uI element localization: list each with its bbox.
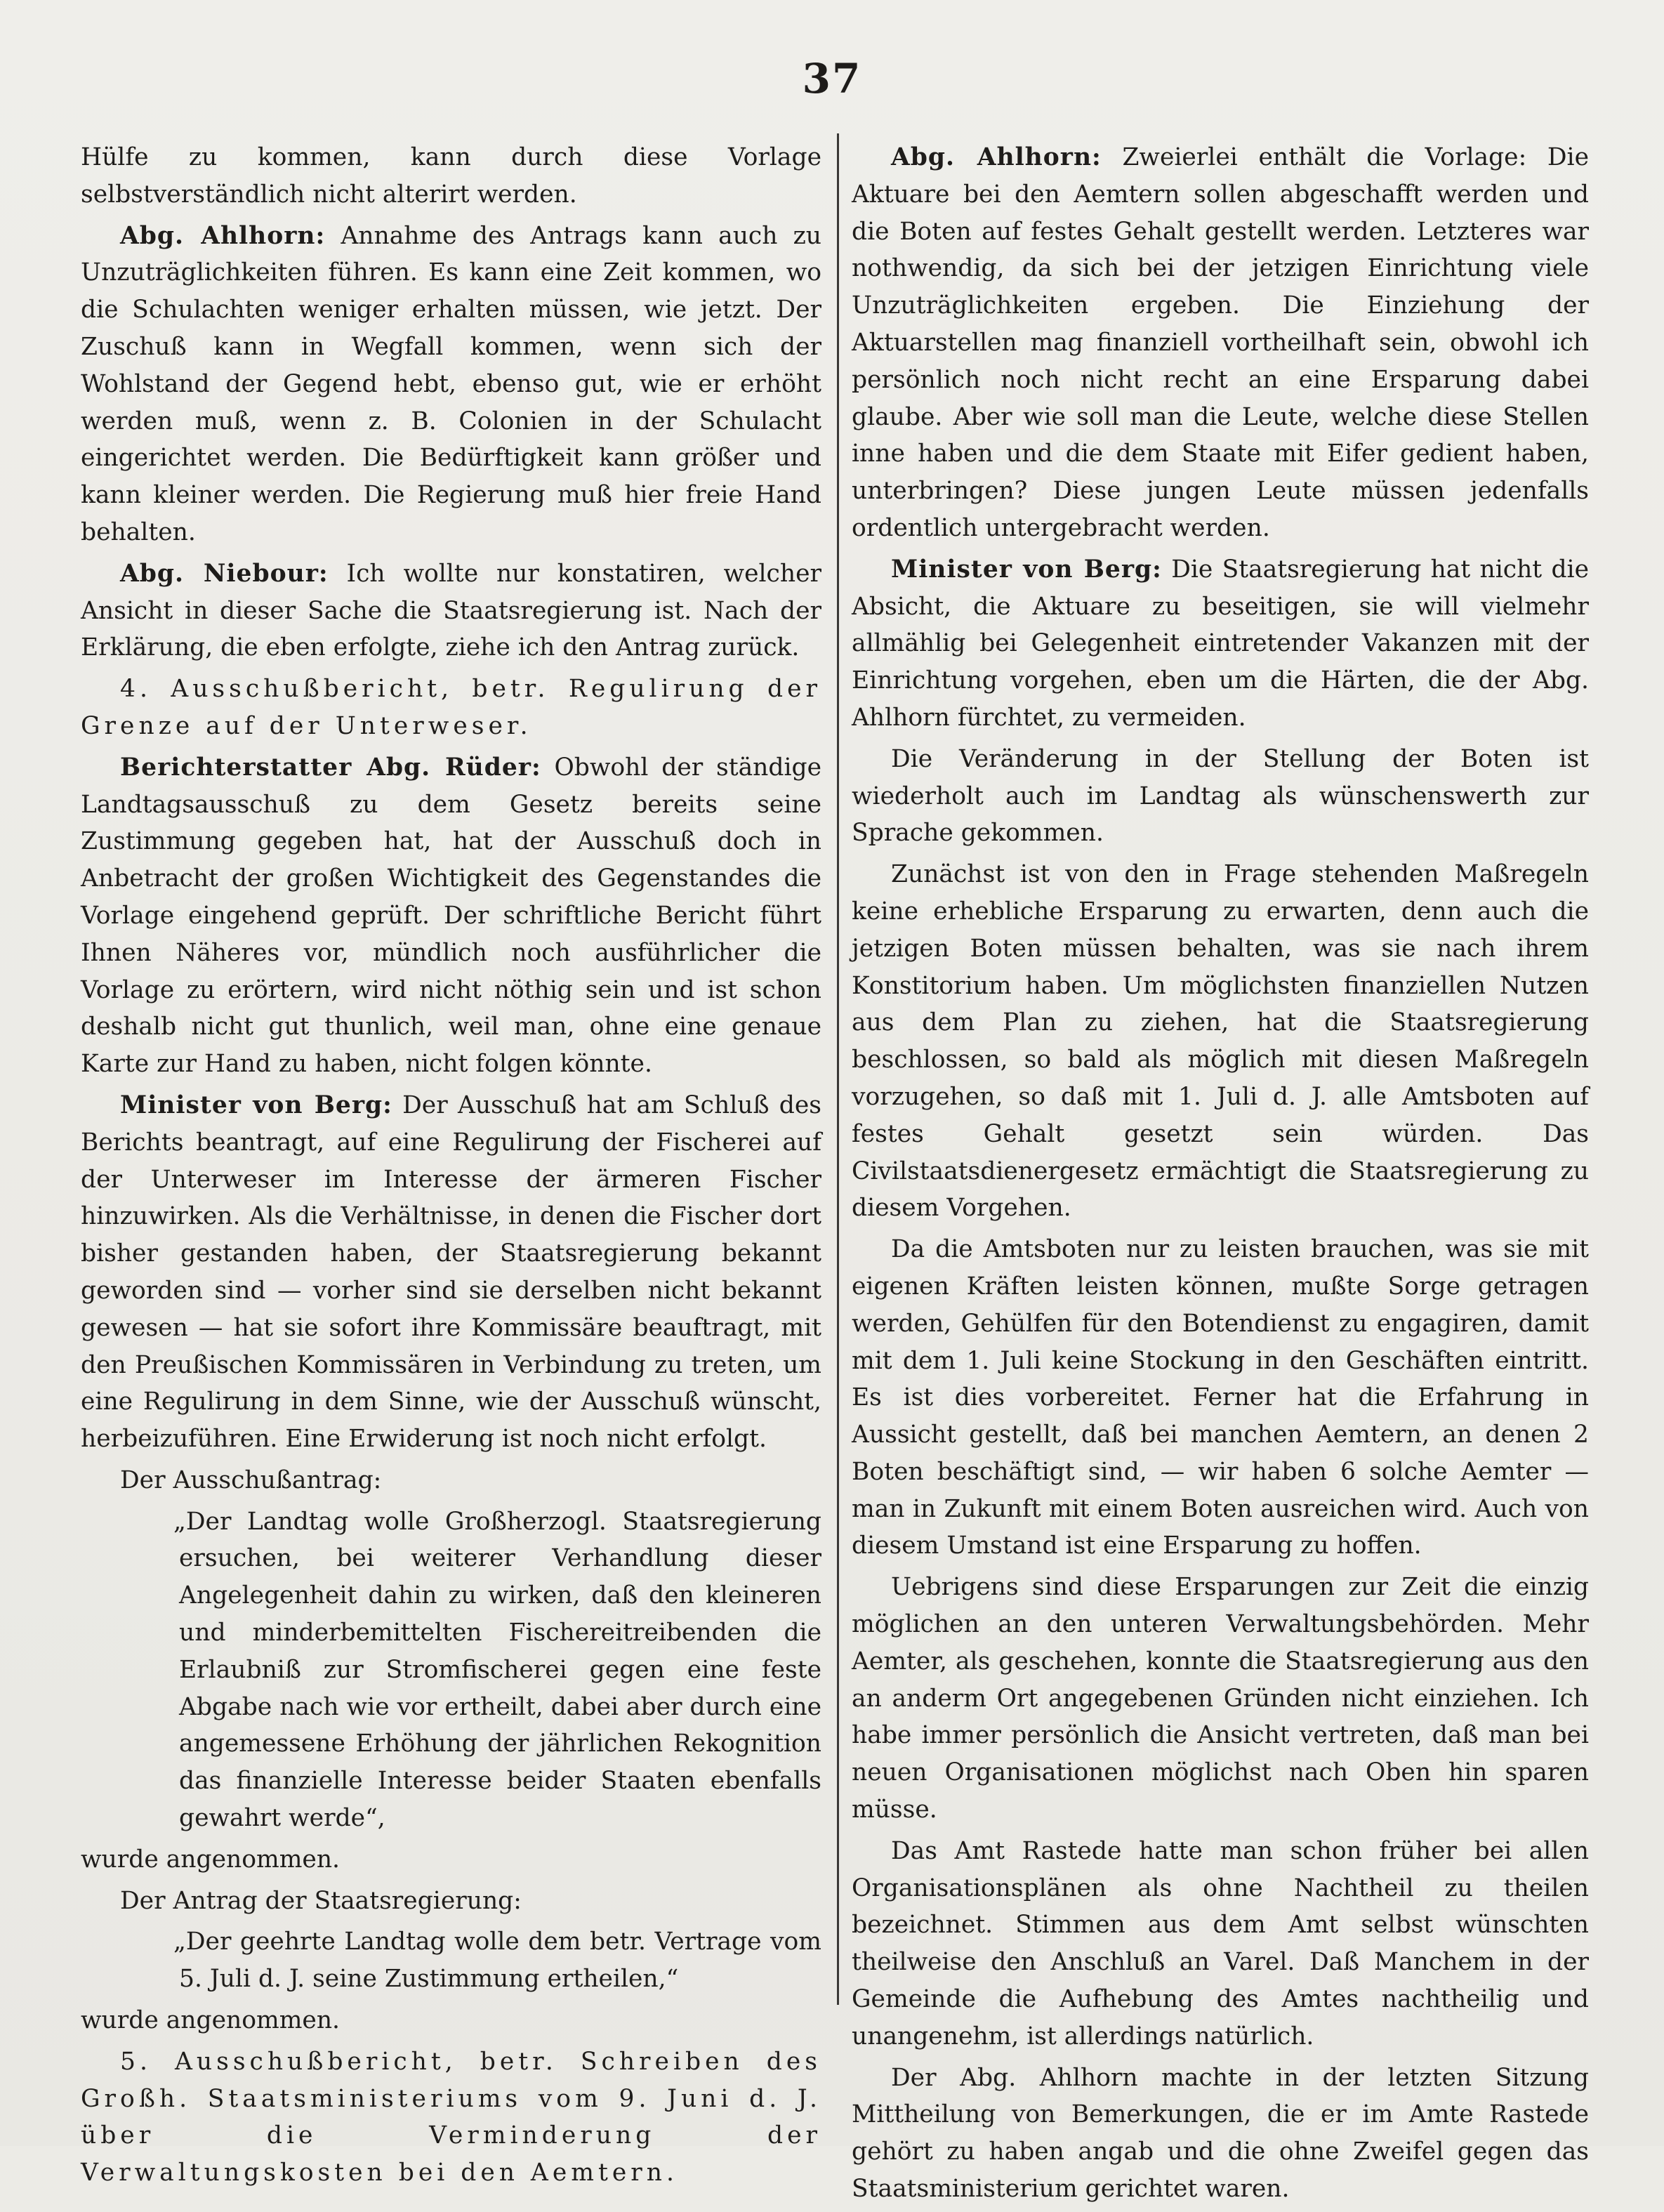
paragraph-text: Der Ausschußantrag:	[120, 1466, 382, 1494]
paragraph-text: Annahme des Antrags kann auch zu Unzuträglichkeiten führen. Es kann eine Zeit kommen, wo die Schulachten weniger erhalten müssen, wie jetzt. Der Zuschuß kann in Wegfall kommen, wenn sich der Wohlstand der Gegend hebt, ebenso gut, wie er erhöht werden muß, wenn z. B. Colonien in der Schulacht eingerichtet werden. Die Bedürftigkeit kann größer und kann kleiner werden. Die Regierung muß hier freie Hand behalten.	[81, 221, 821, 546]
paragraph-text: Der Antrag der Staatsregierung:	[120, 1886, 522, 1915]
speaker-name: Minister von Berg:	[120, 1091, 392, 1119]
paragraph-text: Obwohl der ständige Landtagsausschuß zu dem Gesetz bereits seine Zustimmung gegeben hat, hat der Ausschuß doch in Anbetracht der großen Wichtigkeit des Gegenstandes die Vorlage eingehend geprüft. Der schriftliche Bericht führt Ihnen Näheres vor, mündlich noch ausführlicher die Vorlage zu erörtern, wird nicht nöthig sein und ist schon deshalb nicht gut thunlich, weil man, ohne eine genaue Karte zur Hand zu haben, nicht folgen könnte.	[81, 753, 822, 1079]
paragraph-text: Die Veränderung in der Stellung der Boten ist wiederholt auch im Landtag als wünschenswerth zur Sprache gekommen.	[852, 744, 1589, 848]
left-column-paragraph	[81, 1923, 821, 1998]
right-column-paragraph	[852, 1833, 1589, 2055]
paragraph-text: Uebrigens sind diese Ersparungen zur Zeit die einzig möglichen an den unteren Verwaltungsbehörden. Mehr Aemter, als geschehen, konnte die Staatsregierung aus den an anderm Ort angegebenen Gründen nicht einziehen. Ich habe immer persönlich die Ansicht vertreten, daß man bei neuen Organisationen möglichst nach Oben hin sparen müsse.	[852, 1573, 1589, 1824]
speaker-name: Abg. Niebour:	[120, 559, 329, 588]
paragraph-text: Das Amt Rastede hatte man schon früher bei allen Organisationsplänen als ohne Nachtheil zu theilen bezeichnet. Stimmen aus dem Amt selbst wünschten theilweise den Anschluß an Varel. Daß Manchem in der Gemeinde die Aufhebung des Amtes nachtheilig und unangenehm, ist allerdings natürlich.	[852, 1836, 1589, 2050]
right-column-paragraph	[852, 1569, 1589, 1829]
left-column-paragraph	[81, 2002, 821, 2039]
right-column-paragraph	[852, 856, 1589, 1227]
speaker-name: Minister von Berg:	[891, 555, 1162, 584]
paragraph-text: wurde angenommen.	[81, 2006, 341, 2035]
left-column-paragraph	[81, 139, 821, 213]
left-column-paragraph	[81, 1462, 821, 1499]
right-column-paragraph	[852, 741, 1589, 852]
page-number: 37	[802, 55, 862, 103]
paragraph-text: Zweierlei enthält die Vorlage: Die Aktuare bei den Aemtern sollen abgeschafft werden und die Boten auf festes Gehalt gestellt werden. Letzteres war nothwendig, da sich bei der jetzigen Einrichtung viele Unzuträglichkeiten ergeben. Die Einziehung der Aktuarstellen mag finanziell vortheilhaft sein, obwohl ich persönlich noch nicht recht an eine Ersparung dabei glaube. Aber wie soll man die Leute, welche diese Stellen inne haben und die dem Staate mit Eifer gedient haben, unterbringen? Diese jungen Leute müssen jedenfalls ordentlich untergebracht werden.	[852, 143, 1589, 542]
right-column-paragraph	[852, 2060, 1589, 2208]
speaker-name: Berichterstatter Abg. Rüder:	[120, 753, 541, 782]
paragraph-text: Hülfe zu kommen, kann durch diese Vorlage selbstverständlich nicht alterirt werden.	[81, 143, 821, 209]
left-column-paragraph	[81, 555, 821, 666]
paragraph-text: 5. Ausschußbericht, betr. Schreiben des Großh. Staatsministeriums vom 9. Juni d. J. über die Verminderung der Verwaltungskosten bei den Aemtern.	[81, 2047, 821, 2187]
left-column-paragraph	[81, 749, 821, 1083]
right-column-paragraph	[852, 551, 1589, 737]
left-column-paragraph	[81, 1883, 821, 1920]
left-column-paragraph	[81, 1503, 821, 1837]
speaker-name: Abg. Ahlhorn:	[120, 221, 326, 250]
left-column-paragraph	[81, 218, 821, 551]
paragraph-text: Der Ausschuß hat am Schluß des Berichts beantragt, auf eine Regulirung der Fischerei auf der Unterweser im Interesse der ärmeren Fischer hinzuwirken. Als die Verhältnisse, in denen die Fischer dort bisher gestanden haben, der Staatsregierung bekannt geworden sind — vorher sind sie derselben nicht bekannt gewesen — hat sie sofort ihre Kommissäre beauftragt, mit den Preußischen Kommissären in Verbindung zu treten, um eine Regulirung in dem Sinne, wie der Ausschuß wünscht, herbeizuführen. Eine Erwiderung ist noch nicht erfolgt.	[81, 1091, 821, 1454]
paragraph-text: Da die Amtsboten nur zu leisten brauchen, was sie mit eigenen Kräften leisten können, mußte Sorge getragen werden, Gehülfen für den Botendienst zu engagiren, damit mit dem 1. Juli keine Stockung in den Geschäften eintritt. Es ist dies vorbereitet. Ferner hat die Erfahrung in Aussicht gestellt, daß bei manchen Aemtern, an denen 2 Boten beschäftigt sind, — wir haben 6 solche Aemter — man in Zukunft mit einem Boten ausreichen wird. Auch von diesem Umstand ist eine Ersparung zu hoffen.	[852, 1235, 1589, 1560]
left-column-paragraph	[81, 2043, 821, 2192]
paragraph-text: Zunächst ist von den in Frage stehenden Maßregeln keine erhebliche Ersparung zu erwarten, denn auch die jetzigen Boten müssen behalten, was sie nach ihrem Konstitorium haben. Um möglichsten finanziellen Nutzen aus dem Plan zu ziehen, hat die Staatsregierung beschlossen, so bald als möglich mit diesen Maßregeln vorzugehen, so daß mit 1. Juli d. J. alle Amtsboten auf festes Gehalt gesetzt sein würden. Das Civilstaatsdienergesetz ermächtigt die Staatsregierung zu diesem Vorgehen.	[852, 860, 1589, 1223]
left-column	[81, 139, 821, 2196]
left-column-paragraph	[81, 671, 821, 745]
left-column-paragraph	[81, 1087, 821, 1458]
speaker-name: Abg. Ahlhorn:	[891, 143, 1102, 171]
right-column-paragraph	[852, 1231, 1589, 1565]
right-column	[852, 139, 1589, 2212]
paragraph-text: Die Staatsregierung hat nicht die Absicht, die Aktuare zu beseitigen, sie will vielmehr allmählig bei Gelegenheit eintretender Vakanzen mit der Einrichtung vorgehen, eben um die Härten, die der Abg. Ahlhorn fürchtet, zu vermeiden.	[852, 555, 1589, 732]
paragraph-text: wurde angenommen.	[81, 1845, 341, 1874]
paragraph-text: 4. Ausschußbericht, betr. Regulirung der Grenze auf der Unterweser.	[81, 675, 821, 740]
paragraph-text: „Der Landtag wolle Großherzogl. Staatsregierung ersuchen, bei weiterer Verhandlung dieser Angelegenheit dahin zu wirken, daß den kleineren und minderbemittelten Fischereitreibenden die Erlaubniß zur Stromfischerei gegen eine feste Abgabe nach wie vor ertheilt, dabei aber durch eine angemessene Erhöhung der jährlichen Rekognition das finanzielle Interesse beider Staaten ebenfalls gewahrt werde“,	[173, 1507, 821, 1833]
paragraph-text: Ich wollte nur konstatiren, welcher Ansicht in dieser Sache die Staatsregierung ist. Nach der Erklärung, die eben erfolgte, ziehe ich den Antrag zurück.	[81, 559, 821, 662]
left-column-paragraph	[81, 1841, 821, 1878]
right-column-paragraph	[852, 139, 1589, 547]
paragraph-text: Der Abg. Ahlhorn machte in der letzten Sitzung Mittheilung von Bemerkungen, die er im Amte Rastede gehört zu haben angab und die ohne Zweifel gegen das Staatsministerium gerichtet waren.	[852, 2063, 1589, 2204]
paragraph-text: „Der geehrte Landtag wolle dem betr. Vertrage vom 5. Juli d. J. seine Zustimmung ertheilen,“	[173, 1928, 821, 1994]
column-divider	[837, 133, 839, 2005]
